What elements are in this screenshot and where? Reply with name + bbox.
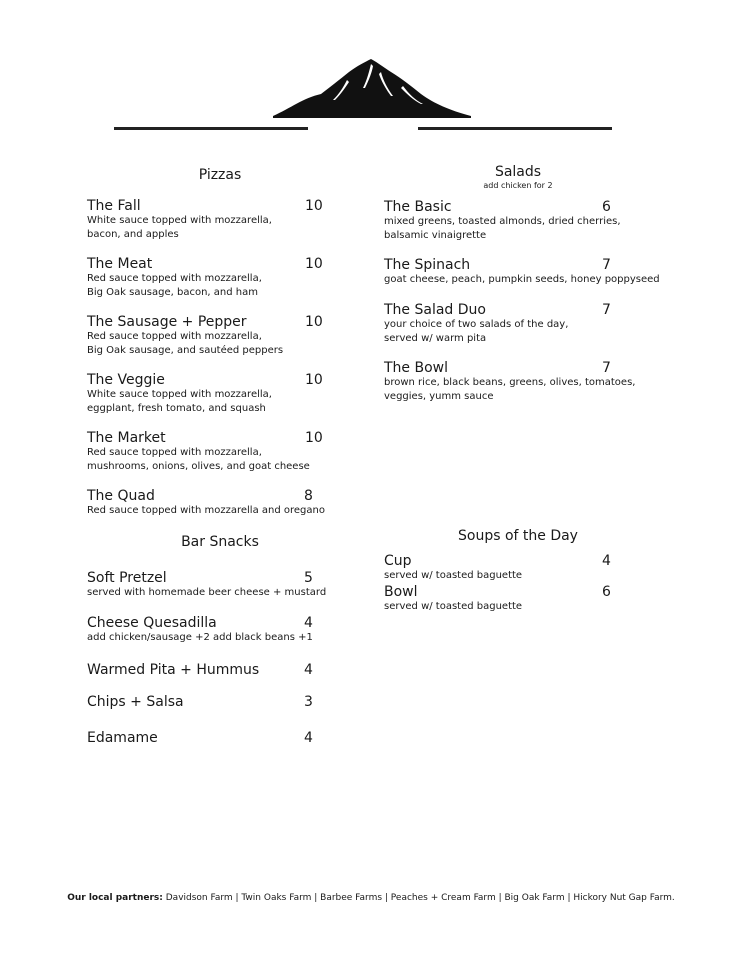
item-name: The Quad xyxy=(87,488,155,504)
menu-item-soft-pretzel xyxy=(87,570,326,600)
item-description: served w/ toasted baguette xyxy=(384,601,523,612)
mountain-icon xyxy=(273,58,471,120)
item-name: The Spinach xyxy=(384,257,471,273)
item-name: The Sausage + Pepper xyxy=(87,314,247,330)
menu-item-edamame xyxy=(87,730,158,746)
item-price: 4 xyxy=(304,615,313,631)
item-description: served with homemade beer cheese + mustard xyxy=(87,587,327,598)
item-name: Bowl xyxy=(384,584,418,600)
item-description: Big Oak sausage, and sautéed peppers xyxy=(87,345,284,356)
item-price: 4 xyxy=(304,730,313,746)
item-price: 5 xyxy=(304,570,313,586)
item-description: mushrooms, onions, olives, and goat cheese xyxy=(87,461,310,472)
item-name: Cheese Quesadilla xyxy=(87,615,217,631)
item-description: served w/ warm pita xyxy=(384,333,487,344)
item-price: 4 xyxy=(602,553,611,569)
pizzas-heading: Pizzas xyxy=(198,167,242,183)
header-rule-left xyxy=(114,127,308,130)
item-price: 4 xyxy=(304,662,313,678)
header-rule-right xyxy=(418,127,612,130)
item-description: Big Oak sausage, bacon, and ham xyxy=(87,287,258,298)
item-description: White sauce topped with mozzarella, xyxy=(87,389,272,400)
item-name: The Fall xyxy=(87,198,141,214)
item-name: Soft Pretzel xyxy=(87,570,167,586)
salads-heading: Salads xyxy=(494,164,542,180)
item-description: goat cheese, peach, pumpkin seeds, honey poppyseed xyxy=(384,274,660,285)
item-price: 7 xyxy=(602,257,611,273)
menu-item-the-market xyxy=(87,430,310,474)
menu-item-the-basic xyxy=(384,199,621,243)
menu-item-the-salad-duo xyxy=(384,302,568,346)
item-name: The Bowl xyxy=(384,360,448,376)
item-name: Edamame xyxy=(87,730,158,746)
item-description: veggies, yumm sauce xyxy=(384,391,494,402)
menu-item-cup xyxy=(384,553,522,583)
item-price: 7 xyxy=(602,302,611,318)
item-name: The Basic xyxy=(384,199,452,215)
item-price: 8 xyxy=(304,488,313,504)
item-description: Red sauce topped with mozzarella, xyxy=(87,273,262,284)
menu-item-cheese-quesadilla xyxy=(87,615,313,645)
item-price: 6 xyxy=(602,584,611,600)
item-price: 3 xyxy=(304,694,313,710)
item-description: your choice of two salads of the day, xyxy=(384,319,569,330)
item-description: Red sauce topped with mozzarella and oregano xyxy=(87,505,325,516)
menu-item-the-quad xyxy=(87,488,325,518)
menu-item-the-bowl xyxy=(384,360,635,404)
menu-item-the-spinach xyxy=(384,257,660,287)
footer-text: Davidson Farm | Twin Oaks Farm | Barbee Farms | Peaches + Cream Farm | Big Oak Farm | Hickory Nut Gap Farm. xyxy=(162,893,675,903)
item-description: add chicken/sausage +2 add black beans +1 xyxy=(87,632,313,643)
item-price: 10 xyxy=(305,314,323,330)
menu-item-the-veggie xyxy=(87,372,272,416)
item-price: 6 xyxy=(602,199,611,215)
item-name: Cup xyxy=(384,553,412,569)
menu-item-the-sausage-pepper xyxy=(87,314,283,358)
item-name: The Meat xyxy=(87,256,153,272)
item-description: bacon, and apples xyxy=(87,229,179,240)
bar-snacks-heading: Bar Snacks xyxy=(181,534,259,550)
item-description: Red sauce topped with mozzarella, xyxy=(87,331,262,342)
local-partners-footer xyxy=(0,893,742,903)
item-name: Warmed Pita + Hummus xyxy=(87,662,260,678)
item-name: The Veggie xyxy=(87,372,165,388)
item-name: The Salad Duo xyxy=(384,302,486,318)
footer-label: Our local partners: xyxy=(67,893,163,903)
item-price: 7 xyxy=(602,360,611,376)
item-price: 10 xyxy=(305,256,323,272)
item-price: 10 xyxy=(305,372,323,388)
menu-item-the-fall xyxy=(87,198,272,242)
menu-item-warmed-pita-hummus xyxy=(87,662,259,678)
item-description: eggplant, fresh tomato, and squash xyxy=(87,403,266,414)
item-price: 10 xyxy=(305,198,323,214)
soups-heading: Soups of the Day xyxy=(458,528,578,544)
item-description: brown rice, black beans, greens, olives, tomatoes, xyxy=(384,377,636,388)
item-price: 10 xyxy=(305,430,323,446)
item-description: mixed greens, toasted almonds, dried cherries, xyxy=(384,216,621,227)
item-description: balsamic vinaigrette xyxy=(384,230,487,241)
item-name: Chips + Salsa xyxy=(87,694,184,710)
salads-note: add chicken for 2 xyxy=(483,181,553,190)
item-name: The Market xyxy=(87,430,166,446)
item-description: Red sauce topped with mozzarella, xyxy=(87,447,262,458)
item-description: White sauce topped with mozzarella, xyxy=(87,215,272,226)
menu-item-chips-salsa xyxy=(87,694,184,710)
menu-item-the-meat xyxy=(87,256,262,300)
item-description: served w/ toasted baguette xyxy=(384,570,523,581)
menu-item-bowl xyxy=(384,584,522,614)
